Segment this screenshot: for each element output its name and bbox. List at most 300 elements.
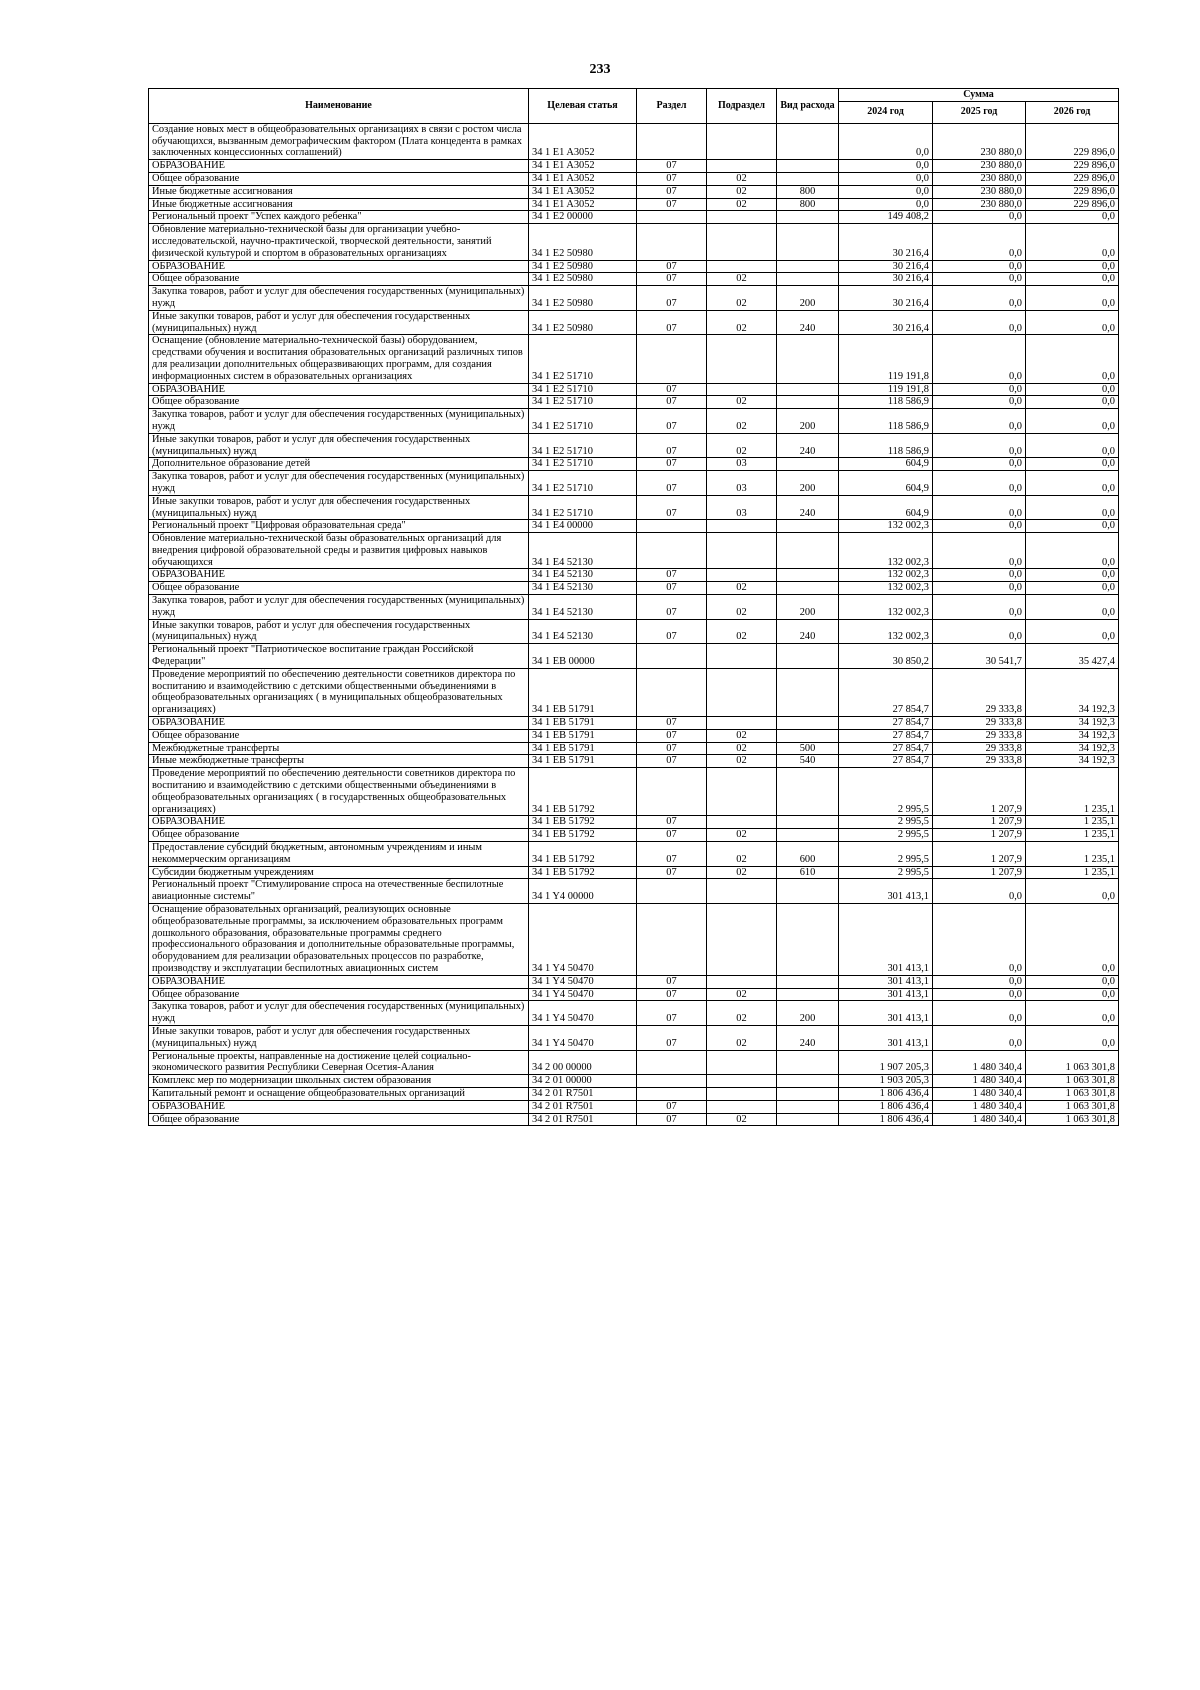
table-row: [149, 310, 1119, 335]
row-sum-2025: 29 333,8: [933, 668, 1026, 716]
row-name: Закупка товаров, работ и услуг для обеспечения государственных (муниципальных) нужд: [149, 595, 529, 620]
row-target-article: 34 2 00 00000: [529, 1050, 637, 1075]
row-subsection: 02: [707, 409, 777, 434]
row-sum-2026: 229 896,0: [1026, 185, 1119, 198]
row-target-article: 34 1 E4 00000: [529, 520, 637, 533]
row-sum-2025: 0,0: [933, 582, 1026, 595]
row-expense-type: [777, 717, 839, 730]
row-subsection: [707, 668, 777, 716]
row-sum-2024: 2 995,5: [839, 816, 933, 829]
row-subsection: 02: [707, 742, 777, 755]
row-sum-2024: 1 903 205,3: [839, 1075, 933, 1088]
table-row: [149, 768, 1119, 816]
row-target-article: 34 1 EB 51791: [529, 717, 637, 730]
row-name: ОБРАЗОВАНИЕ: [149, 260, 529, 273]
row-subsection: [707, 569, 777, 582]
row-sum-2025: 0,0: [933, 310, 1026, 335]
row-sum-2026: 0,0: [1026, 273, 1119, 286]
row-subsection: [707, 335, 777, 383]
row-sum-2026: 229 896,0: [1026, 123, 1119, 159]
row-subsection: 02: [707, 185, 777, 198]
row-sum-2024: 0,0: [839, 160, 933, 173]
row-sum-2024: 27 854,7: [839, 755, 933, 768]
row-subsection: [707, 644, 777, 669]
table-row: [149, 1025, 1119, 1050]
row-section: 07: [637, 816, 707, 829]
row-sum-2024: 27 854,7: [839, 717, 933, 730]
row-target-article: 34 1 E2 50980: [529, 260, 637, 273]
row-subsection: 02: [707, 172, 777, 185]
row-subsection: 02: [707, 1113, 777, 1126]
row-sum-2024: 132 002,3: [839, 582, 933, 595]
row-sum-2026: 0,0: [1026, 879, 1119, 904]
row-sum-2024: 1 806 436,4: [839, 1113, 933, 1126]
row-subsection: 02: [707, 729, 777, 742]
row-section: [637, 879, 707, 904]
row-target-article: 34 1 E2 51710: [529, 495, 637, 520]
row-expense-type: [777, 1050, 839, 1075]
row-section: 07: [637, 595, 707, 620]
row-name: ОБРАЗОВАНИЕ: [149, 383, 529, 396]
row-subsection: 03: [707, 471, 777, 496]
row-expense-type: 800: [777, 198, 839, 211]
table-row: [149, 520, 1119, 533]
row-sum-2026: 229 896,0: [1026, 160, 1119, 173]
row-sum-2024: 132 002,3: [839, 520, 933, 533]
row-section: 07: [637, 471, 707, 496]
row-name: Проведение мероприятий по обеспечению деятельности советников директора по воспитанию и взаимодействию с детскими общественными объединениями в общеобразовательных организациях ( в государственных общеобразовательных организациях): [149, 768, 529, 816]
row-section: 07: [637, 495, 707, 520]
row-expense-type: [777, 123, 839, 159]
row-target-article: 34 1 Y4 50470: [529, 1001, 637, 1026]
page-number: 233: [589, 62, 611, 77]
row-expense-type: [777, 224, 839, 260]
row-sum-2026: 35 427,4: [1026, 644, 1119, 669]
row-target-article: 34 1 Y4 50470: [529, 975, 637, 988]
row-expense-type: 500: [777, 742, 839, 755]
row-expense-type: [777, 829, 839, 842]
table-row: [149, 668, 1119, 716]
row-expense-type: [777, 879, 839, 904]
row-sum-2024: 149 408,2: [839, 211, 933, 224]
row-sum-2024: 27 854,7: [839, 729, 933, 742]
row-section: 07: [637, 729, 707, 742]
row-subsection: [707, 533, 777, 569]
row-subsection: [707, 1050, 777, 1075]
table-row: [149, 471, 1119, 496]
row-target-article: 34 1 E2 51710: [529, 409, 637, 434]
row-expense-type: 200: [777, 409, 839, 434]
row-name: ОБРАЗОВАНИЕ: [149, 816, 529, 829]
row-sum-2026: 0,0: [1026, 211, 1119, 224]
table-row: [149, 755, 1119, 768]
row-target-article: 34 1 EB 51792: [529, 768, 637, 816]
row-sum-2026: 1 235,1: [1026, 829, 1119, 842]
row-section: 07: [637, 975, 707, 988]
table-row: [149, 211, 1119, 224]
row-sum-2024: 2 995,5: [839, 842, 933, 867]
table-row: [149, 595, 1119, 620]
row-target-article: 34 1 E2 51710: [529, 471, 637, 496]
row-sum-2026: 0,0: [1026, 1025, 1119, 1050]
row-target-article: 34 1 E2 51710: [529, 335, 637, 383]
row-expense-type: [777, 644, 839, 669]
row-sum-2024: 301 413,1: [839, 988, 933, 1001]
row-expense-type: 540: [777, 755, 839, 768]
row-target-article: 34 1 E2 51710: [529, 433, 637, 458]
row-section: 07: [637, 1025, 707, 1050]
row-target-article: 34 1 EB 51792: [529, 829, 637, 842]
table-row: [149, 717, 1119, 730]
row-sum-2024: 0,0: [839, 123, 933, 159]
row-sum-2025: 1 207,9: [933, 866, 1026, 879]
row-sum-2026: 1 063 301,8: [1026, 1113, 1119, 1126]
row-sum-2024: 2 995,5: [839, 866, 933, 879]
row-section: [637, 1087, 707, 1100]
table-row: [149, 273, 1119, 286]
row-name: Капитальный ремонт и оснащение общеобразовательных организаций: [149, 1087, 529, 1100]
row-expense-type: [777, 383, 839, 396]
row-sum-2026: 0,0: [1026, 335, 1119, 383]
row-sum-2024: 301 413,1: [839, 1001, 933, 1026]
row-name: Иные бюджетные ассигнования: [149, 198, 529, 211]
row-sum-2026: 0,0: [1026, 988, 1119, 1001]
row-section: [637, 520, 707, 533]
row-expense-type: 200: [777, 1001, 839, 1026]
row-sum-2025: 1 207,9: [933, 829, 1026, 842]
table-row: [149, 1001, 1119, 1026]
table-row: [149, 533, 1119, 569]
row-section: [637, 1050, 707, 1075]
row-target-article: 34 1 E2 51710: [529, 458, 637, 471]
row-name: Общее образование: [149, 1113, 529, 1126]
row-name: Субсидии бюджетным учреждениям: [149, 866, 529, 879]
row-target-article: 34 1 E4 52130: [529, 619, 637, 644]
row-target-article: 34 1 Y4 50470: [529, 904, 637, 976]
table-row: [149, 742, 1119, 755]
row-subsection: 02: [707, 286, 777, 311]
row-expense-type: 200: [777, 286, 839, 311]
row-sum-2026: 0,0: [1026, 595, 1119, 620]
row-sum-2026: 0,0: [1026, 471, 1119, 496]
row-sum-2025: 0,0: [933, 396, 1026, 409]
row-subsection: [707, 904, 777, 976]
row-target-article: 34 1 EB 51792: [529, 816, 637, 829]
budget-table: [148, 88, 1119, 1126]
row-expense-type: 200: [777, 471, 839, 496]
row-section: 07: [637, 383, 707, 396]
row-expense-type: [777, 1113, 839, 1126]
row-sum-2025: 230 880,0: [933, 185, 1026, 198]
row-subsection: 02: [707, 866, 777, 879]
row-subsection: [707, 520, 777, 533]
row-subsection: 02: [707, 755, 777, 768]
row-sum-2025: 0,0: [933, 471, 1026, 496]
row-subsection: [707, 160, 777, 173]
row-sum-2026: 1 063 301,8: [1026, 1075, 1119, 1088]
row-sum-2025: 0,0: [933, 211, 1026, 224]
row-sum-2025: 0,0: [933, 569, 1026, 582]
row-name: Общее образование: [149, 988, 529, 1001]
row-sum-2026: 0,0: [1026, 582, 1119, 595]
row-name: Иные закупки товаров, работ и услуг для обеспечения государственных (муниципальных) нужд: [149, 619, 529, 644]
row-subsection: [707, 1100, 777, 1113]
row-subsection: 02: [707, 1025, 777, 1050]
row-sum-2025: 0,0: [933, 619, 1026, 644]
table-row: [149, 829, 1119, 842]
row-target-article: 34 2 01 R7501: [529, 1087, 637, 1100]
row-sum-2026: 0,0: [1026, 433, 1119, 458]
row-section: [637, 1075, 707, 1088]
row-expense-type: 240: [777, 619, 839, 644]
row-section: 07: [637, 172, 707, 185]
row-section: 07: [637, 286, 707, 311]
header-subsection: Подраздел: [707, 89, 777, 124]
row-subsection: 02: [707, 595, 777, 620]
row-target-article: 34 1 E4 52130: [529, 569, 637, 582]
row-target-article: 34 1 E2 50980: [529, 273, 637, 286]
row-sum-2025: 29 333,8: [933, 729, 1026, 742]
table-row: [149, 335, 1119, 383]
row-sum-2025: 30 541,7: [933, 644, 1026, 669]
row-expense-type: 240: [777, 495, 839, 520]
row-section: 07: [637, 198, 707, 211]
row-expense-type: 200: [777, 595, 839, 620]
row-name: ОБРАЗОВАНИЕ: [149, 1100, 529, 1113]
table-row: [149, 1113, 1119, 1126]
row-sum-2024: 0,0: [839, 185, 933, 198]
row-sum-2025: 0,0: [933, 520, 1026, 533]
row-expense-type: 610: [777, 866, 839, 879]
row-section: 07: [637, 717, 707, 730]
row-section: [637, 668, 707, 716]
row-name: Иные закупки товаров, работ и услуг для обеспечения государственных (муниципальных) нужд: [149, 1025, 529, 1050]
row-expense-type: [777, 520, 839, 533]
row-expense-type: [777, 668, 839, 716]
header-2026: 2026 год: [1026, 101, 1119, 123]
table-row: [149, 879, 1119, 904]
table-row: [149, 396, 1119, 409]
row-sum-2024: 604,9: [839, 458, 933, 471]
row-target-article: 34 1 EB 51791: [529, 668, 637, 716]
row-subsection: 02: [707, 198, 777, 211]
row-sum-2025: 0,0: [933, 273, 1026, 286]
row-sum-2024: 2 995,5: [839, 768, 933, 816]
row-subsection: 02: [707, 433, 777, 458]
row-section: [637, 904, 707, 976]
row-sum-2025: 0,0: [933, 433, 1026, 458]
table-row: [149, 904, 1119, 976]
row-sum-2026: 0,0: [1026, 495, 1119, 520]
row-subsection: 02: [707, 396, 777, 409]
row-subsection: [707, 211, 777, 224]
row-sum-2026: 0,0: [1026, 1001, 1119, 1026]
row-name: Закупка товаров, работ и услуг для обеспечения государственных (муниципальных) нужд: [149, 1001, 529, 1026]
table-row: [149, 433, 1119, 458]
row-subsection: [707, 1087, 777, 1100]
row-name: Оснащение образовательных организаций, реализующих основные общеобразовательные программы, за исключением образовательных программ дошкольного образования, образовательные программы среднего профессионального образования и дополнительные образовательные программы, оборудованием для реализации образовательных процессов по разработке, производству и эксплуатации беспилотных авиационных систем: [149, 904, 529, 976]
table-row: [149, 1087, 1119, 1100]
row-sum-2025: 1 480 340,4: [933, 1113, 1026, 1126]
table-row: [149, 185, 1119, 198]
row-sum-2026: 0,0: [1026, 619, 1119, 644]
row-target-article: 34 1 Y4 50470: [529, 988, 637, 1001]
row-section: [637, 768, 707, 816]
row-sum-2026: 0,0: [1026, 260, 1119, 273]
row-sum-2025: 230 880,0: [933, 172, 1026, 185]
row-section: 07: [637, 409, 707, 434]
row-sum-2024: 301 413,1: [839, 879, 933, 904]
row-sum-2024: 30 216,4: [839, 224, 933, 260]
row-sum-2026: 34 192,3: [1026, 755, 1119, 768]
row-section: 07: [637, 842, 707, 867]
row-subsection: [707, 383, 777, 396]
row-section: 07: [637, 988, 707, 1001]
row-sum-2026: 34 192,3: [1026, 668, 1119, 716]
row-subsection: 03: [707, 495, 777, 520]
row-section: [637, 224, 707, 260]
row-expense-type: [777, 160, 839, 173]
row-section: 07: [637, 1113, 707, 1126]
row-expense-type: [777, 458, 839, 471]
row-target-article: 34 1 EB 51792: [529, 866, 637, 879]
row-sum-2026: 1 063 301,8: [1026, 1087, 1119, 1100]
table-row: [149, 160, 1119, 173]
header-2025: 2025 год: [933, 101, 1026, 123]
row-sum-2025: 0,0: [933, 335, 1026, 383]
row-sum-2025: 230 880,0: [933, 123, 1026, 159]
row-sum-2026: 0,0: [1026, 409, 1119, 434]
header-2024: 2024 год: [839, 101, 933, 123]
row-target-article: 34 1 EB 51791: [529, 742, 637, 755]
row-target-article: 34 1 E1 A3052: [529, 198, 637, 211]
row-subsection: [707, 975, 777, 988]
row-name: Общее образование: [149, 582, 529, 595]
row-name: Региональный проект "Стимулирование спроса на отечественные беспилотные авиационные системы": [149, 879, 529, 904]
row-target-article: 34 1 E4 52130: [529, 533, 637, 569]
row-sum-2024: 27 854,7: [839, 668, 933, 716]
row-sum-2026: 229 896,0: [1026, 172, 1119, 185]
row-sum-2025: 1 480 340,4: [933, 1050, 1026, 1075]
row-expense-type: [777, 396, 839, 409]
row-section: [637, 123, 707, 159]
row-expense-type: [777, 768, 839, 816]
row-sum-2026: 0,0: [1026, 224, 1119, 260]
row-target-article: 34 1 EB 51792: [529, 842, 637, 867]
row-subsection: [707, 123, 777, 159]
row-sum-2024: 1 806 436,4: [839, 1100, 933, 1113]
row-sum-2024: 30 216,4: [839, 286, 933, 311]
table-row: [149, 409, 1119, 434]
row-sum-2024: 132 002,3: [839, 569, 933, 582]
row-target-article: 34 1 E2 50980: [529, 224, 637, 260]
row-name: ОБРАЗОВАНИЕ: [149, 975, 529, 988]
row-sum-2025: 1 480 340,4: [933, 1075, 1026, 1088]
row-sum-2024: 1 907 205,3: [839, 1050, 933, 1075]
row-sum-2025: 0,0: [933, 495, 1026, 520]
row-sum-2026: 0,0: [1026, 383, 1119, 396]
row-sum-2026: 0,0: [1026, 533, 1119, 569]
row-sum-2026: 1 235,1: [1026, 816, 1119, 829]
row-sum-2025: 0,0: [933, 879, 1026, 904]
row-name: Региональные проекты, направленные на достижение целей социально-экономического развития Республики Северная Осетия-Алания: [149, 1050, 529, 1075]
row-sum-2024: 301 413,1: [839, 904, 933, 976]
row-subsection: 02: [707, 582, 777, 595]
row-subsection: 02: [707, 619, 777, 644]
row-sum-2024: 2 995,5: [839, 829, 933, 842]
table-row: [149, 260, 1119, 273]
row-sum-2024: 118 586,9: [839, 396, 933, 409]
row-sum-2024: 30 216,4: [839, 260, 933, 273]
row-target-article: 34 1 E2 00000: [529, 211, 637, 224]
table-row: [149, 619, 1119, 644]
row-sum-2026: 0,0: [1026, 396, 1119, 409]
row-target-article: 34 1 E2 51710: [529, 383, 637, 396]
row-section: 07: [637, 829, 707, 842]
table-row: [149, 198, 1119, 211]
row-sum-2026: 0,0: [1026, 286, 1119, 311]
row-sum-2025: 1 207,9: [933, 842, 1026, 867]
row-name: Общее образование: [149, 829, 529, 842]
row-sum-2025: 0,0: [933, 595, 1026, 620]
table-row: [149, 644, 1119, 669]
row-sum-2024: 118 586,9: [839, 433, 933, 458]
row-expense-type: [777, 1100, 839, 1113]
row-section: 07: [637, 569, 707, 582]
row-name: Предоставление субсидий бюджетным, автономным учреждениям и иным некоммерческим организациям: [149, 842, 529, 867]
row-sum-2025: 0,0: [933, 409, 1026, 434]
header-expense-type: Вид расхода: [777, 89, 839, 124]
row-target-article: 34 1 E1 A3052: [529, 160, 637, 173]
row-target-article: 34 1 EB 51791: [529, 755, 637, 768]
row-sum-2026: 1 063 301,8: [1026, 1100, 1119, 1113]
row-expense-type: [777, 273, 839, 286]
table-row: [149, 1075, 1119, 1088]
row-name: Региональный проект "Успех каждого ребенка": [149, 211, 529, 224]
row-sum-2024: 301 413,1: [839, 975, 933, 988]
row-sum-2025: 1 207,9: [933, 768, 1026, 816]
row-expense-type: [777, 1087, 839, 1100]
row-expense-type: [777, 172, 839, 185]
table-row: [149, 582, 1119, 595]
row-name: ОБРАЗОВАНИЕ: [149, 160, 529, 173]
row-sum-2026: 229 896,0: [1026, 198, 1119, 211]
row-sum-2024: 1 806 436,4: [839, 1087, 933, 1100]
row-sum-2026: 0,0: [1026, 458, 1119, 471]
row-sum-2025: 0,0: [933, 458, 1026, 471]
row-sum-2025: 0,0: [933, 224, 1026, 260]
row-expense-type: [777, 335, 839, 383]
row-target-article: 34 1 Y4 00000: [529, 879, 637, 904]
table-row: [149, 988, 1119, 1001]
row-expense-type: 240: [777, 310, 839, 335]
row-sum-2025: 1 480 340,4: [933, 1100, 1026, 1113]
row-target-article: 34 1 EB 51791: [529, 729, 637, 742]
row-name: Создание новых мест в общеобразовательных организациях в связи с ростом числа обучающихся, вызванным демографическим фактором (Плата концедента в рамках заключенных концессионных соглашений): [149, 123, 529, 159]
row-name: Общее образование: [149, 273, 529, 286]
row-section: 07: [637, 1100, 707, 1113]
row-section: [637, 335, 707, 383]
row-section: 07: [637, 458, 707, 471]
row-sum-2025: 29 333,8: [933, 717, 1026, 730]
row-sum-2024: 0,0: [839, 172, 933, 185]
row-sum-2026: 34 192,3: [1026, 742, 1119, 755]
table-row: [149, 172, 1119, 185]
row-name: Оснащение (обновление материально-технической базы) оборудованием, средствами обучения и воспитания образовательных организаций различных типов для реализации дополнительных общеразвивающих программ, для создания информационных систем в образовательных организациях: [149, 335, 529, 383]
row-target-article: 34 2 01 R7501: [529, 1100, 637, 1113]
row-target-article: 34 1 E2 50980: [529, 286, 637, 311]
table-row: [149, 383, 1119, 396]
